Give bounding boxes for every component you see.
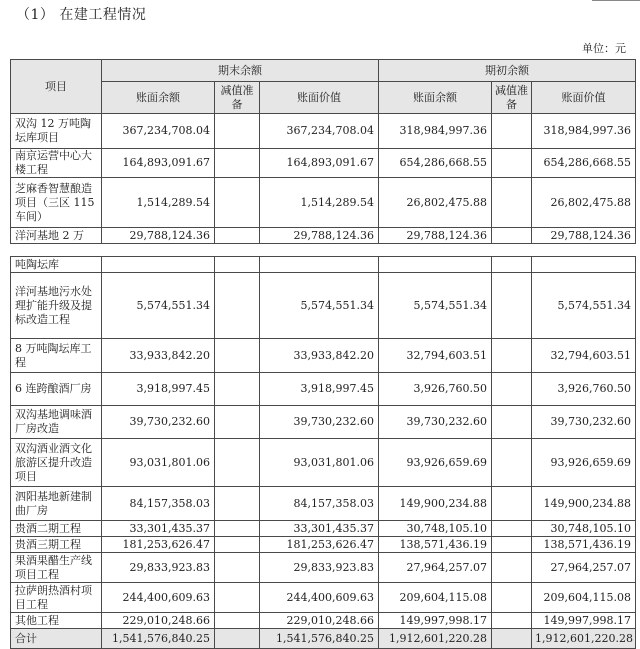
row-begin-impairment — [492, 537, 532, 553]
total-begin-book-value: 1,912,601,220.28 — [532, 629, 636, 649]
row-end-impairment — [215, 537, 260, 553]
row-end-impairment — [215, 373, 260, 406]
row-end-impairment — [215, 613, 260, 629]
row-end-impairment — [215, 178, 260, 228]
row-end-book-value — [260, 257, 379, 273]
row-begin-impairment — [492, 487, 532, 521]
row-begin-book-balance: 39,730,232.60 — [379, 406, 492, 439]
row-end-book-balance: 29,788,124.36 — [102, 228, 215, 244]
total-end-impairment — [215, 629, 260, 649]
row-begin-impairment — [492, 406, 532, 439]
row-item-name: 南京运营中心大楼工程 — [11, 149, 102, 178]
row-end-book-balance: 84,157,358.03 — [102, 487, 215, 521]
table-row — [11, 373, 636, 406]
row-begin-book-value: 26,802,475.88 — [532, 178, 636, 228]
row-end-book-balance: 93,031,801.06 — [102, 439, 215, 487]
table-row — [11, 537, 636, 553]
row-item-name: 贵酒二期工程 — [11, 521, 102, 537]
table-body-part2 — [11, 257, 636, 629]
header-begin-impairment: 减值准备 — [492, 82, 532, 114]
header-begin-book-balance: 账面余额 — [379, 82, 492, 114]
header-begin-balance: 期初余额 — [379, 60, 636, 82]
row-end-book-value: 229,010,248.66 — [260, 613, 379, 629]
row-begin-book-balance: 149,997,998.17 — [379, 613, 492, 629]
row-begin-book-value: 39,730,232.60 — [532, 406, 636, 439]
header-end-balance: 期末余额 — [102, 60, 379, 82]
row-begin-impairment — [492, 228, 532, 244]
row-begin-book-balance: 29,788,124.36 — [379, 228, 492, 244]
row-begin-book-balance: 3,926,760.50 — [379, 373, 492, 406]
row-begin-impairment — [492, 583, 532, 613]
total-end-book-value: 1,541,576,840.25 — [260, 629, 379, 649]
row-begin-book-balance: 26,802,475.88 — [379, 178, 492, 228]
row-end-book-balance — [102, 257, 215, 273]
page-break-gap — [11, 244, 636, 257]
row-end-book-value: 29,833,923.83 — [260, 553, 379, 583]
page-top-rule — [592, 0, 640, 7]
row-item-name: 芝麻香智慧酿造项目（三区 115 车间） — [11, 178, 102, 228]
header-begin-book-value: 账面价值 — [532, 82, 636, 114]
row-begin-book-balance: 209,604,115.08 — [379, 583, 492, 613]
table-row — [11, 521, 636, 537]
table-row — [11, 178, 636, 228]
row-begin-impairment — [492, 439, 532, 487]
row-begin-impairment — [492, 273, 532, 339]
row-end-book-balance: 39,730,232.60 — [102, 406, 215, 439]
header-end-book-value: 账面价值 — [260, 82, 379, 114]
header-end-impairment: 减值准备 — [215, 82, 260, 114]
row-begin-book-balance: 149,900,234.88 — [379, 487, 492, 521]
table-row — [11, 339, 636, 373]
row-end-impairment — [215, 487, 260, 521]
row-begin-book-value: 32,794,603.51 — [532, 339, 636, 373]
unit-label: 单位：元 — [582, 42, 626, 55]
row-end-book-value: 33,301,435.37 — [260, 521, 379, 537]
row-begin-impairment — [492, 149, 532, 178]
row-begin-book-balance: 318,984,997.36 — [379, 114, 492, 149]
row-begin-book-value: 29,788,124.36 — [532, 228, 636, 244]
table-row — [11, 553, 636, 583]
row-begin-impairment — [492, 613, 532, 629]
table-row — [11, 487, 636, 521]
row-begin-impairment — [492, 339, 532, 373]
table-row — [11, 406, 636, 439]
table-row — [11, 149, 636, 178]
row-end-book-balance: 3,918,997.45 — [102, 373, 215, 406]
row-begin-book-value: 318,984,997.36 — [532, 114, 636, 149]
row-item-name: 拉萨朗热酒村项目工程 — [11, 583, 102, 613]
row-item-name: 8 万吨陶坛库工程 — [11, 339, 102, 373]
row-begin-impairment — [492, 521, 532, 537]
row-end-book-balance: 244,400,609.63 — [102, 583, 215, 613]
construction-in-progress-table — [10, 59, 636, 649]
row-end-book-balance: 33,933,842.20 — [102, 339, 215, 373]
row-end-book-value: 5,574,551.34 — [260, 273, 379, 339]
table-row — [11, 439, 636, 487]
row-begin-book-value: 149,997,998.17 — [532, 613, 636, 629]
row-item-name: 其他工程 — [11, 613, 102, 629]
row-end-book-value: 84,157,358.03 — [260, 487, 379, 521]
row-end-book-value: 181,253,626.47 — [260, 537, 379, 553]
row-end-book-value: 29,788,124.36 — [260, 228, 379, 244]
row-begin-book-balance: 32,794,603.51 — [379, 339, 492, 373]
row-end-book-balance: 181,253,626.47 — [102, 537, 215, 553]
row-end-book-balance: 164,893,091.67 — [102, 149, 215, 178]
row-begin-impairment — [492, 178, 532, 228]
row-end-impairment — [215, 273, 260, 339]
row-begin-book-balance: 93,926,659.69 — [379, 439, 492, 487]
row-end-impairment — [215, 406, 260, 439]
row-end-book-value: 164,893,091.67 — [260, 149, 379, 178]
row-end-book-value: 39,730,232.60 — [260, 406, 379, 439]
total-begin-book-balance: 1,912,601,220.28 — [379, 629, 492, 649]
table-row — [11, 228, 636, 244]
row-item-name: 6 连跨酿酒厂房 — [11, 373, 102, 406]
row-begin-book-balance: 27,964,257.07 — [379, 553, 492, 583]
row-item-name: 洋河基地污水处理扩能升级及提标改造工程 — [11, 273, 102, 339]
table-row — [11, 613, 636, 629]
row-end-book-balance: 33,301,435.37 — [102, 521, 215, 537]
row-begin-book-balance: 654,286,668.55 — [379, 149, 492, 178]
row-begin-book-value: 149,900,234.88 — [532, 487, 636, 521]
row-item-name: 双沟基地调味酒厂房改造 — [11, 406, 102, 439]
header-end-book-balance: 账面余额 — [102, 82, 215, 114]
row-begin-book-balance — [379, 257, 492, 273]
total-row — [11, 629, 636, 649]
row-begin-book-value — [532, 257, 636, 273]
row-end-book-value: 33,933,842.20 — [260, 339, 379, 373]
row-end-book-value: 367,234,708.04 — [260, 114, 379, 149]
row-begin-book-balance: 5,574,551.34 — [379, 273, 492, 339]
row-end-impairment — [215, 339, 260, 373]
table-row — [11, 583, 636, 613]
row-item-name: 果酒果醋生产线项目工程 — [11, 553, 102, 583]
row-begin-impairment — [492, 257, 532, 273]
row-end-book-value: 93,031,801.06 — [260, 439, 379, 487]
table-row — [11, 257, 636, 273]
row-end-impairment — [215, 583, 260, 613]
total-begin-impairment — [492, 629, 532, 649]
row-end-impairment — [215, 228, 260, 244]
row-item-name: 贵酒三期工程 — [11, 537, 102, 553]
row-begin-book-balance: 138,571,436.19 — [379, 537, 492, 553]
row-end-book-balance: 29,833,923.83 — [102, 553, 215, 583]
row-item-name: 双沟 12 万吨陶坛库项目 — [11, 114, 102, 149]
row-end-impairment — [215, 114, 260, 149]
total-end-book-balance: 1,541,576,840.25 — [102, 629, 215, 649]
row-begin-book-value: 93,926,659.69 — [532, 439, 636, 487]
row-item-name: 双沟酒业酒文化旅游区提升改造项目 — [11, 439, 102, 487]
row-begin-book-value: 3,926,760.50 — [532, 373, 636, 406]
row-begin-impairment — [492, 114, 532, 149]
row-item-name: 洋河基地 2 万 — [11, 228, 102, 244]
row-end-impairment — [215, 553, 260, 583]
row-begin-book-value: 5,574,551.34 — [532, 273, 636, 339]
row-end-book-balance: 1,514,289.54 — [102, 178, 215, 228]
row-begin-impairment — [492, 373, 532, 406]
row-end-impairment — [215, 257, 260, 273]
total-label: 合计 — [11, 629, 102, 649]
row-begin-impairment — [492, 553, 532, 583]
row-end-impairment — [215, 149, 260, 178]
table-row — [11, 114, 636, 149]
row-end-book-balance: 367,234,708.04 — [102, 114, 215, 149]
row-end-book-value: 1,514,289.54 — [260, 178, 379, 228]
row-end-book-value: 3,918,997.45 — [260, 373, 379, 406]
row-end-impairment — [215, 521, 260, 537]
table-total — [11, 629, 636, 649]
row-begin-book-value: 138,571,436.19 — [532, 537, 636, 553]
table-body-part1 — [11, 114, 636, 244]
row-begin-book-balance: 30,748,105.10 — [379, 521, 492, 537]
section-heading: （1） 在建工程情况 — [16, 7, 147, 23]
table-row — [11, 273, 636, 339]
row-end-impairment — [215, 439, 260, 487]
row-end-book-balance: 5,574,551.34 — [102, 273, 215, 339]
row-item-name: 吨陶坛库 — [11, 257, 102, 273]
row-begin-book-value: 654,286,668.55 — [532, 149, 636, 178]
row-begin-book-value: 30,748,105.10 — [532, 521, 636, 537]
row-begin-book-value: 27,964,257.07 — [532, 553, 636, 583]
header-item: 项目 — [11, 60, 102, 114]
row-end-book-value: 244,400,609.63 — [260, 583, 379, 613]
row-end-book-balance: 229,010,248.66 — [102, 613, 215, 629]
row-item-name: 泗阳基地新建制曲厂房 — [11, 487, 102, 521]
row-begin-book-value: 209,604,115.08 — [532, 583, 636, 613]
